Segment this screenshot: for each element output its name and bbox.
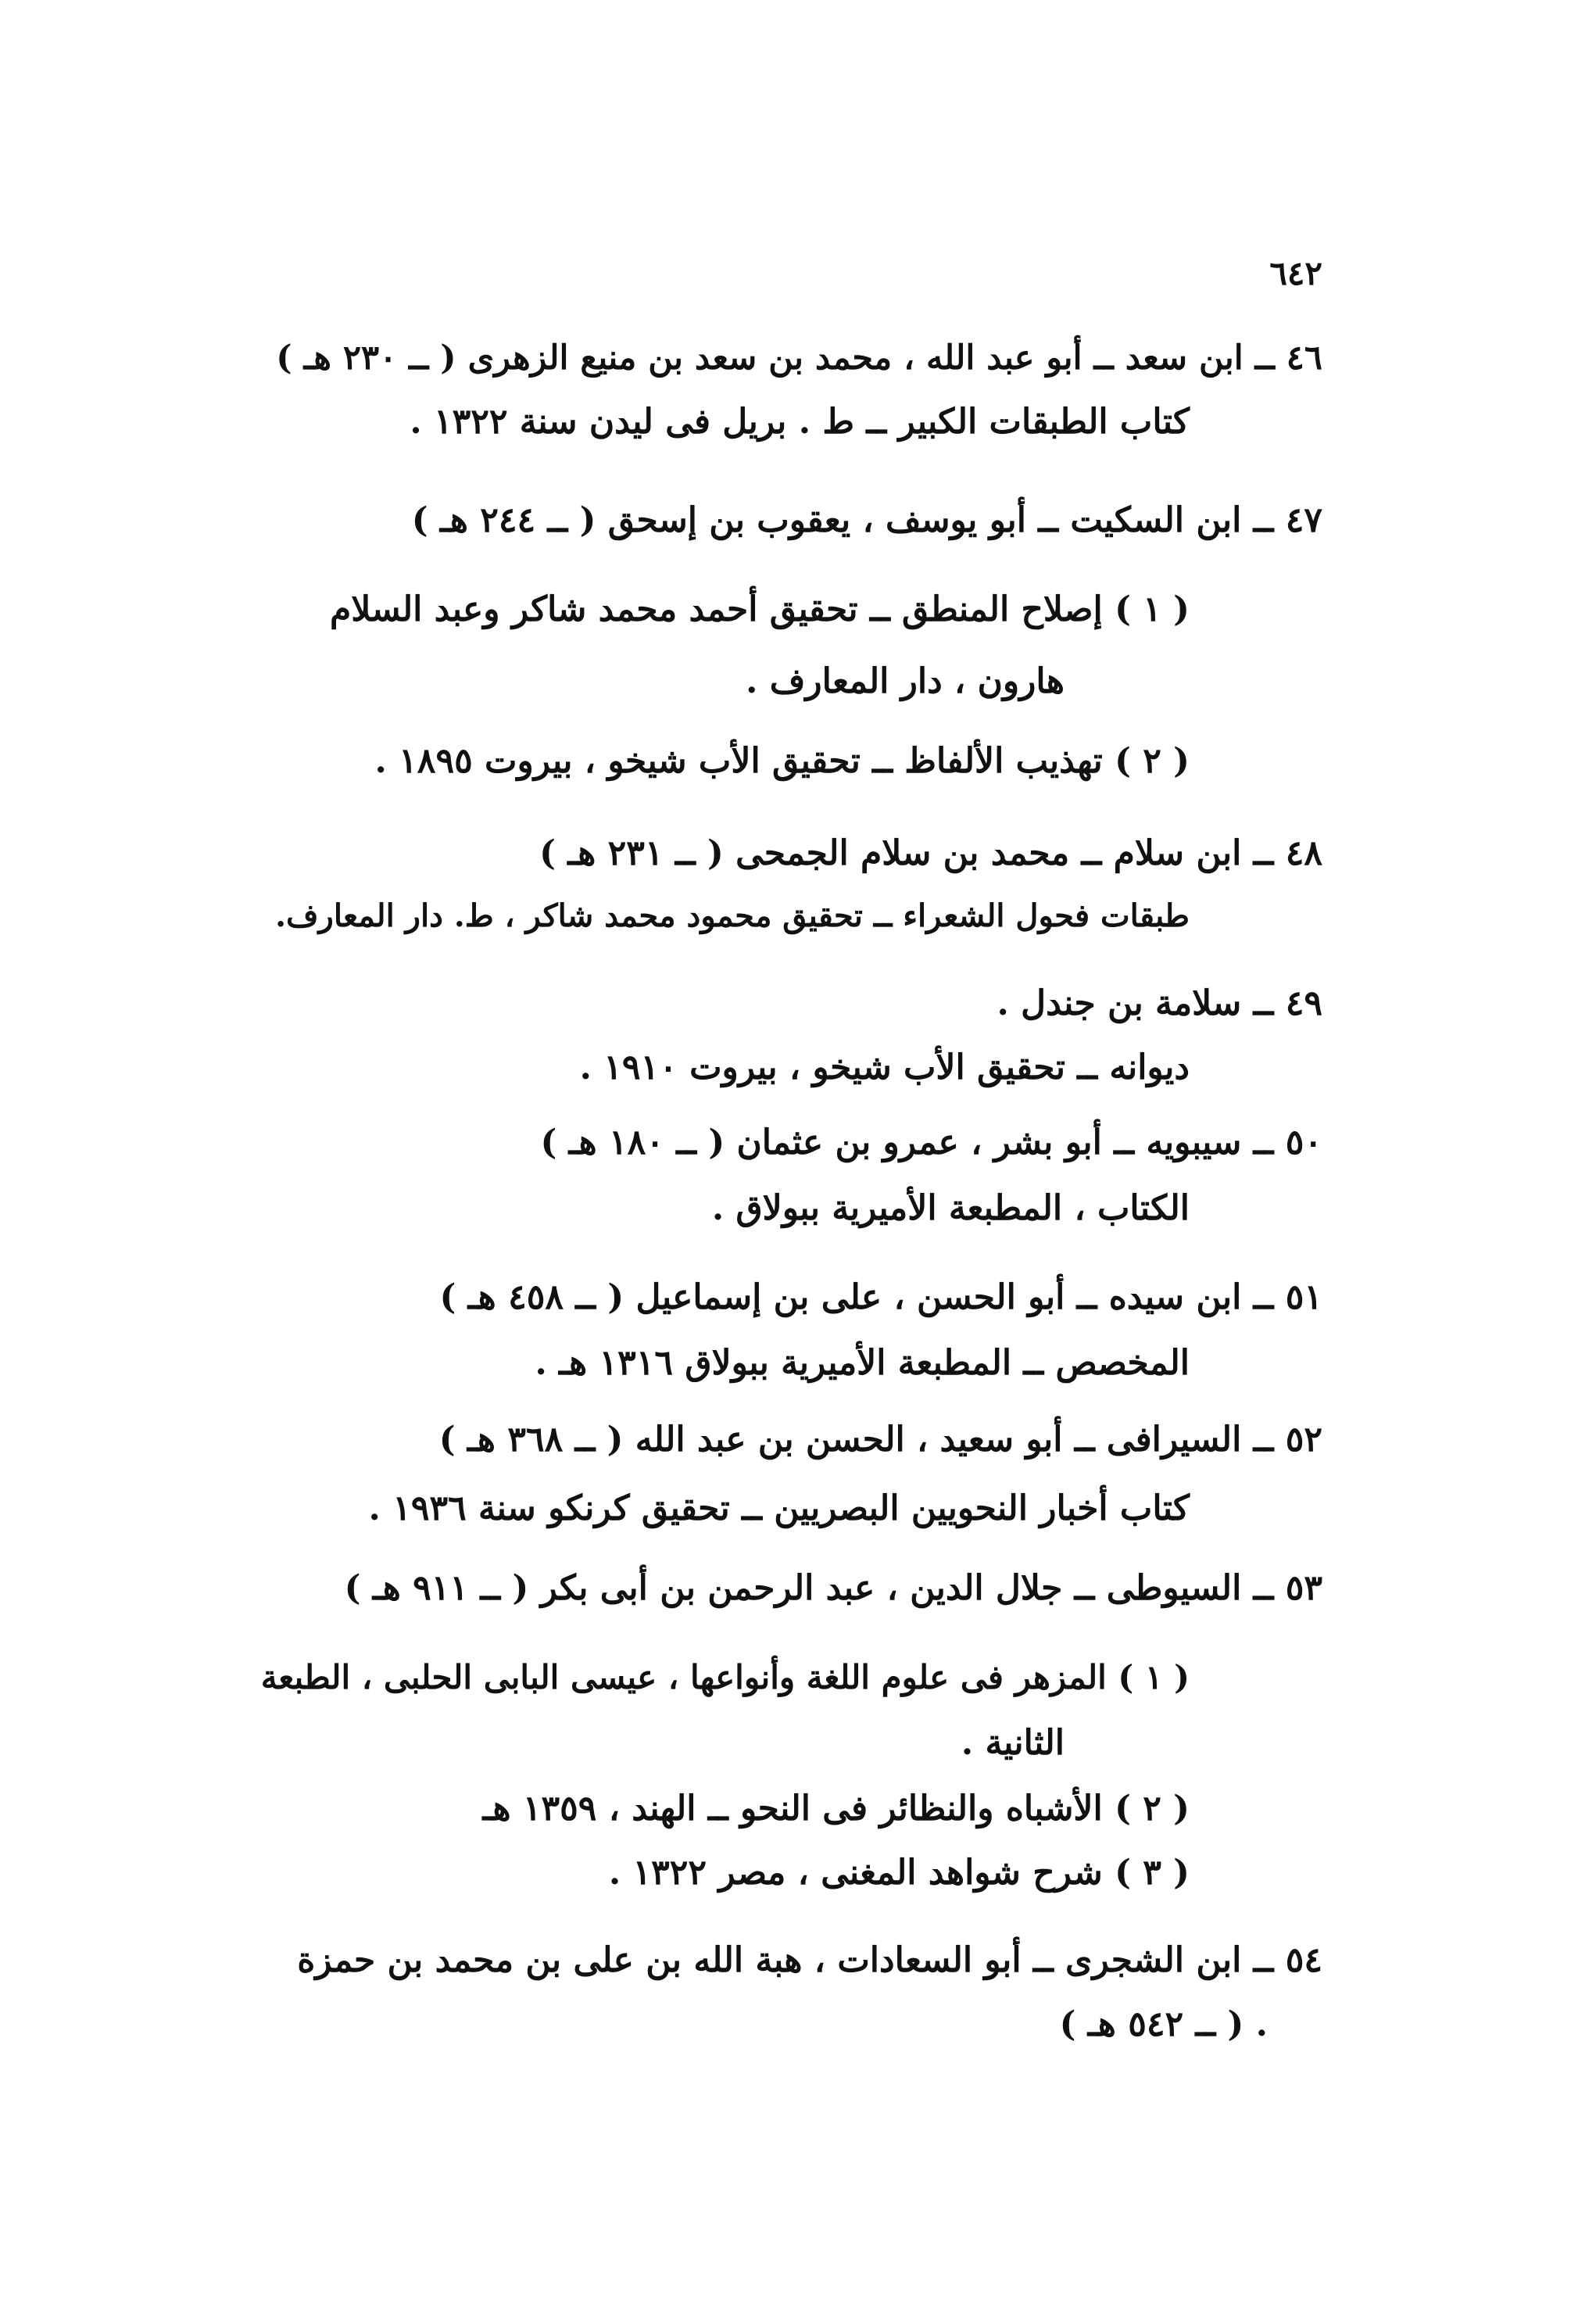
entry-48-heading: ٤٨ ــ ابن سلام ــ محمد بن سلام الجمحى ( ــ ٢٣١ هـ ) (539, 833, 1322, 873)
entry-46-line-1: كتاب الطبقات الكبير ــ ط . بريل فى ليدن سنة ١٣٢٢ . (410, 402, 1190, 442)
entry-47-heading: ٤٧ ــ ابن السكيت ــ أبو يوسف ، يعقوب بن إسحق ( ــ ٢٤٤ هـ ) (411, 500, 1322, 540)
entry-53-line-3: ( ٢ ) الأشباه والنظائر فى النحو ــ الهند ، ١٣٥٩ هـ (482, 1789, 1190, 1828)
entry-53-line-4: ( ٣ ) شرح شواهد المغنى ، مصر ١٣٢٢ . (608, 1853, 1190, 1893)
entry-53-line-1: ( ١ ) المزهر فى علوم اللغة وأنواعها ، عيسى البابى الحلبى ، الطبعة (260, 1658, 1190, 1696)
entry-51-heading: ٥١ ــ ابن سيده ــ أبو الحسن ، على بن إسماعيل ( ــ ٤٥٨ هـ ) (439, 1277, 1322, 1317)
entry-46-heading: ٤٦ ــ ابن سعد ــ أبو عبد الله ، محمد بن سعد بن منيع الزهرى ( ــ ٢٣٠ هـ ) (276, 338, 1322, 378)
entry-52-line-1: كتاب أخبار النحويين البصريين ــ تحقيق كرنكو سنة ١٩٣٦ . (368, 1488, 1190, 1528)
entry-47-line-1: ( ١ ) إصلاح المنطق ــ تحقيق أحمد محمد شاكر وعبد السلام (329, 589, 1190, 629)
entry-48-line-1: طبقات فحول الشعراء ــ تحقيق محمود محمد شاكر ، ط. دار المعارف. (275, 897, 1190, 934)
entry-50-heading: ٥٠ ــ سيبويه ــ أبو بشر ، عمرو بن عثمان ( ــ ١٨٠ هـ ) (540, 1123, 1322, 1162)
entry-47-line-2: هارون ، دار المعارف . (746, 661, 1065, 701)
entry-54-heading: ٥٤ ــ ابن الشجرى ــ أبو السعادات ، هبة الله بن على بن محمد بن حمزة (297, 1940, 1322, 1980)
entry-53-heading: ٥٣ ــ السيوطى ــ جلال الدين ، عبد الرحمن بن أبى بكر ( ــ ٩١١ هـ ) (344, 1568, 1322, 1608)
entry-52-heading: ٥٢ ــ السيرافى ــ أبو سعيد ، الحسن بن عبد الله ( ــ ٣٦٨ هـ ) (438, 1420, 1322, 1460)
entry-53-line-2: الثانية . (961, 1723, 1065, 1763)
entry-51-line-1: المخصص ــ المطبعة الأميرية ببولاق ١٣١٦ هـ . (535, 1343, 1190, 1383)
entry-54-line-1: . ( ــ ٥٤٢ هـ ) (1059, 2004, 1268, 2044)
entry-47-line-3: ( ٢ ) تهذيب الألفاظ ــ تحقيق الأب شيخو ، بيروت ١٨٩٥ . (374, 741, 1190, 781)
page-number: ٦٤٢ (1269, 254, 1322, 292)
entry-49-line-1: ديوانه ــ تحقيق الأب شيخو ، بيروت ١٩١٠ . (579, 1048, 1190, 1087)
entry-50-line-1: الكتاب ، المطبعة الأميرية ببولاق . (711, 1188, 1190, 1228)
entry-49-heading: ٤٩ ــ سلامة بن جندل . (997, 983, 1322, 1023)
